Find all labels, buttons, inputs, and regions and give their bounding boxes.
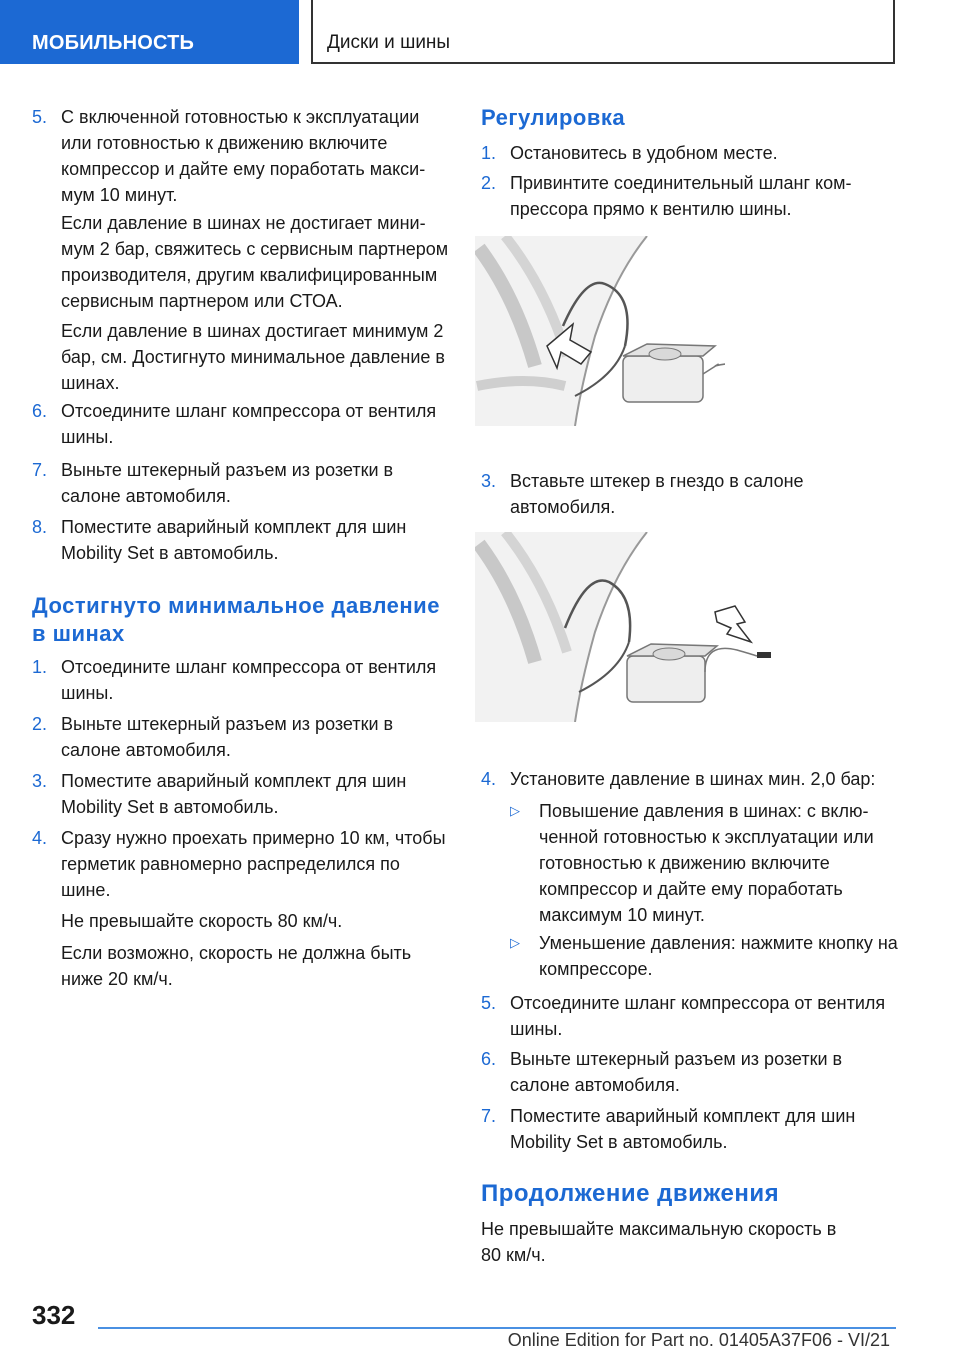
section-heading: Продолжение движения	[481, 1180, 780, 1207]
compressor-valve-illustration	[475, 236, 725, 426]
step-number: 5.	[32, 107, 48, 127]
step-note: Если давление в шинах не достигает минимум 2 бар, свяжитесь с сервисным партнером производителя, другим квалифицированным сервисным партнером или СТОА.	[61, 213, 449, 311]
step-text: Отсоедините шланг компрессора от вентиля шины.	[510, 993, 886, 1039]
step-number: 6.	[481, 1049, 497, 1069]
footer-edition: Online Edition for Part no. 01405A37F06 - VI/21	[507, 1330, 890, 1350]
step-note: Если давление в шинах достигает минимум 2 бар, см. Достигнуто минимальное давление в шинах.	[61, 321, 445, 393]
step-text: Отсоедините шланг компрессора от вентиля шины.	[61, 657, 437, 703]
bullet-text: Повышение давления в шинах: с включенной готовностью к эксплуатации или готовностью к движению включите компрессор и дайте ему поработать максимум 10 минут.	[539, 801, 874, 925]
step-text: С включенной готовностью к эксплуатации или готовностью к движению включите компрессор и дайте ему поработать максимум 10 минут.	[61, 107, 426, 205]
section-heading: Достигнуто минимальное давление в шинах	[32, 593, 440, 646]
step-text: Выньте штекерный разъем из розетки в салоне автомобиля.	[61, 460, 394, 506]
step-text: Выньте штекерный разъем из розетки в салоне автомобиля.	[510, 1049, 843, 1095]
step-text: Поместите аварийный комплект для шин Mobility Set в автомобиль.	[61, 771, 407, 817]
step-text: Сразу нужно проехать примерно 10 км, чтобы герметик равномерно распределился по шине.	[61, 828, 446, 900]
step-text: Выньте штекерный разъем из розетки в салоне автомобиля.	[61, 714, 394, 760]
step-text: Установите давление в шинах мин. 2,0 бар:	[510, 769, 876, 789]
triangle-bullet-icon: ▷	[510, 803, 520, 818]
step-note: Если возможно, скорость не должна быть ниже 20 км/ч.	[61, 943, 412, 989]
step-text: Поместите аварийный комплект для шин Mobility Set в автомобиль.	[510, 1106, 856, 1152]
step-number: 7.	[32, 460, 48, 480]
triangle-bullet-icon: ▷	[510, 935, 520, 950]
compressor-plug-illustration	[475, 532, 785, 722]
bullet-text: Уменьшение давления: нажмите кнопку на компрессоре.	[539, 933, 898, 979]
step-number: 3.	[481, 471, 497, 491]
chapter-title: Диски и шины	[311, 0, 895, 64]
step-text: Поместите аварийный комплект для шин Mobility Set в автомобиль.	[61, 517, 407, 563]
step-number: 7.	[481, 1106, 497, 1126]
step-note: Не превышайте скорость 80 км/ч.	[61, 911, 343, 931]
step-number: 2.	[32, 714, 48, 734]
step-number: 8.	[32, 517, 48, 537]
step-text: Отсоедините шланг компрессора от вентиля шины.	[61, 401, 437, 447]
step-number: 6.	[32, 401, 48, 421]
step-text: Остановитесь в удобном месте.	[510, 143, 778, 163]
step-text: Привинтите соединительный шланг компрессора прямо к вентилю шины.	[510, 173, 852, 219]
step-number: 2.	[481, 173, 497, 193]
step-number: 3.	[32, 771, 48, 791]
step-text: Вставьте штекер в гнездо в салоне автомобиля.	[510, 471, 804, 517]
step-number: 4.	[32, 828, 48, 848]
step-number: 1.	[32, 657, 48, 677]
step-number: 1.	[481, 143, 497, 163]
step-number: 4.	[481, 769, 497, 789]
paragraph: Не превышайте максимальную скорость в 80 км/ч.	[481, 1219, 837, 1265]
section-heading: Регулировка	[481, 105, 626, 130]
step-number: 5.	[481, 993, 497, 1013]
page-number: 332	[32, 1300, 76, 1330]
section-tab[interactable]: МОБИЛЬНОСТЬ	[0, 0, 299, 64]
footer-divider	[98, 1327, 896, 1329]
